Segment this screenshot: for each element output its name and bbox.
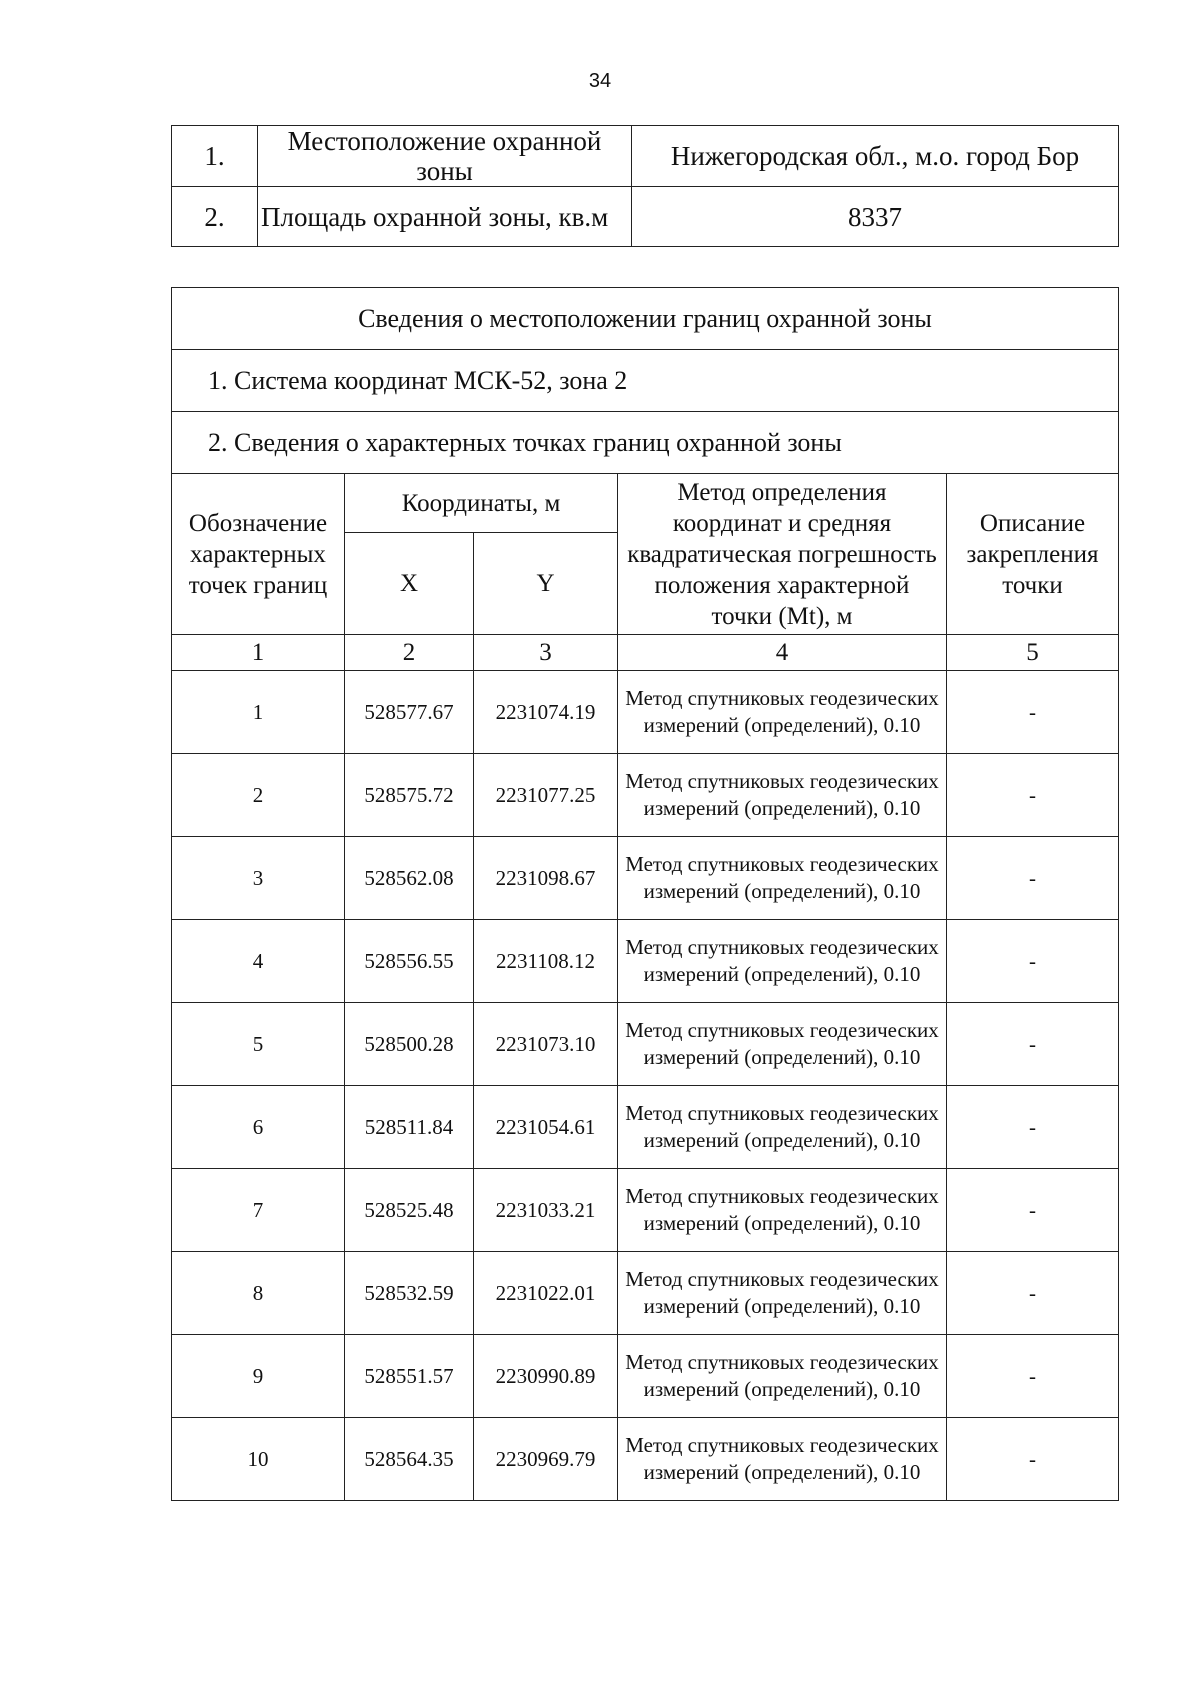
table-row [172, 126, 1119, 187]
coordinate-system-row [172, 350, 1119, 412]
column-number: 3 [474, 635, 618, 671]
row-label: Площадь охранной зоны, кв.м [258, 187, 632, 247]
coord-x: 528500.28 [345, 1003, 474, 1086]
method: Метод спутниковых геодезических измерений (определений), 0.10 [618, 1086, 947, 1169]
coord-y: 2231077.25 [474, 754, 618, 837]
coord-x: 528577.67 [345, 671, 474, 754]
fixation-description: - [947, 754, 1119, 837]
table-row [172, 920, 1119, 1003]
coord-y: 2231054.61 [474, 1086, 618, 1169]
point-id: 7 [172, 1169, 345, 1252]
coordinate-system: 1. Система координат МСК-52, зона 2 [172, 350, 1119, 412]
point-id: 1 [172, 671, 345, 754]
coord-y: 2231022.01 [474, 1252, 618, 1335]
coord-y: 2230969.79 [474, 1418, 618, 1501]
header-description: Описание закрепления точки [947, 474, 1119, 635]
method: Метод спутниковых геодезических измерений (определений), 0.10 [618, 1169, 947, 1252]
column-number: 5 [947, 635, 1119, 671]
table-row [172, 1335, 1119, 1418]
fixation-description: - [947, 837, 1119, 920]
point-id: 2 [172, 754, 345, 837]
table-row [172, 837, 1119, 920]
row-number: 1. [172, 126, 258, 187]
coord-y: 2231108.12 [474, 920, 618, 1003]
header-designation: Обозначение характерных точек границ [172, 474, 345, 635]
column-number: 1 [172, 635, 345, 671]
point-id: 9 [172, 1335, 345, 1418]
column-numbers-row [172, 635, 1119, 671]
page-number: 34 [588, 70, 612, 92]
point-id: 10 [172, 1418, 345, 1501]
method: Метод спутниковых геодезических измерений (определений), 0.10 [618, 754, 947, 837]
fixation-description: - [947, 1252, 1119, 1335]
method: Метод спутниковых геодезических измерений (определений), 0.10 [618, 837, 947, 920]
fixation-description: - [947, 1335, 1119, 1418]
header-x: X [345, 533, 474, 635]
point-id: 8 [172, 1252, 345, 1335]
coord-y: 2231033.21 [474, 1169, 618, 1252]
coord-x: 528575.72 [345, 754, 474, 837]
coord-x: 528532.59 [345, 1252, 474, 1335]
table-row [172, 671, 1119, 754]
coord-x: 528564.35 [345, 1418, 474, 1501]
table-row [172, 1003, 1119, 1086]
fixation-description: - [947, 1003, 1119, 1086]
table-row [172, 1169, 1119, 1252]
point-id: 6 [172, 1086, 345, 1169]
table-row [172, 1252, 1119, 1335]
table-title-row [172, 288, 1119, 350]
row-label: Местоположение охранной зоны [258, 126, 632, 187]
table-row [172, 1418, 1119, 1501]
method: Метод спутниковых геодезических измерений (определений), 0.10 [618, 1252, 947, 1335]
fixation-description: - [947, 1418, 1119, 1501]
method: Метод спутниковых геодезических измерений (определений), 0.10 [618, 671, 947, 754]
fixation-description: - [947, 671, 1119, 754]
method: Метод спутниковых геодезических измерений (определений), 0.10 [618, 1003, 947, 1086]
point-id: 4 [172, 920, 345, 1003]
row-value: Нижегородская обл., м.о. город Бор [632, 126, 1119, 187]
boundary-points-table [171, 287, 1119, 1501]
method: Метод спутниковых геодезических измерений (определений), 0.10 [618, 1335, 947, 1418]
coord-y: 2230990.89 [474, 1335, 618, 1418]
column-number: 2 [345, 635, 474, 671]
point-id: 3 [172, 837, 345, 920]
coord-x: 528562.08 [345, 837, 474, 920]
points-title: 2. Сведения о характерных точках границ охранной зоны [172, 412, 1119, 474]
method: Метод спутниковых геодезических измерений (определений), 0.10 [618, 1418, 947, 1501]
row-number: 2. [172, 187, 258, 247]
points-title-row [172, 412, 1119, 474]
header-row [172, 474, 1119, 533]
coord-y: 2231074.19 [474, 671, 618, 754]
coord-y: 2231098.67 [474, 837, 618, 920]
coord-y: 2231073.10 [474, 1003, 618, 1086]
row-value: 8337 [632, 187, 1119, 247]
method: Метод спутниковых геодезических измерений (определений), 0.10 [618, 920, 947, 1003]
table-row [172, 754, 1119, 837]
fixation-description: - [947, 1169, 1119, 1252]
column-number: 4 [618, 635, 947, 671]
coord-x: 528525.48 [345, 1169, 474, 1252]
fixation-description: - [947, 1086, 1119, 1169]
zone-summary-table [171, 125, 1119, 247]
coord-x: 528511.84 [345, 1086, 474, 1169]
coord-x: 528556.55 [345, 920, 474, 1003]
header-method: Метод определения координат и средняя квадратическая погрешность положения характерной точки (Mt), м [618, 474, 947, 635]
point-id: 5 [172, 1003, 345, 1086]
table-row [172, 187, 1119, 247]
coord-x: 528551.57 [345, 1335, 474, 1418]
header-coordinates: Координаты, м [345, 474, 618, 533]
table-title: Сведения о местоположении границ охранной зоны [172, 288, 1119, 350]
table-row [172, 1086, 1119, 1169]
header-y: Y [474, 533, 618, 635]
fixation-description: - [947, 920, 1119, 1003]
